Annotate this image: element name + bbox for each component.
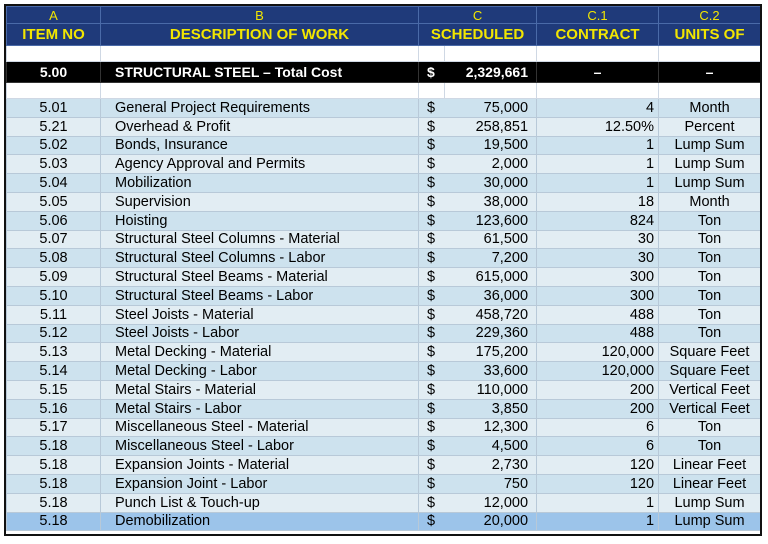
item-unit[interactable]: Square Feet	[659, 362, 761, 381]
table-row	[7, 437, 761, 456]
item-contract-qty[interactable]: 824	[537, 211, 659, 230]
total-row	[7, 62, 761, 83]
item-unit[interactable]: Ton	[659, 211, 761, 230]
item-currency[interactable]: $	[419, 305, 445, 324]
item-currency[interactable]: $	[419, 512, 445, 531]
item-no[interactable]: 5.14	[7, 362, 101, 381]
table-row	[7, 249, 761, 268]
item-scheduled[interactable]: 36,000	[445, 286, 537, 305]
item-description[interactable]: Structural Steel Columns - Labor	[101, 249, 419, 268]
item-currency[interactable]: $	[419, 117, 445, 136]
item-no[interactable]: 5.16	[7, 399, 101, 418]
item-unit[interactable]: Ton	[659, 305, 761, 324]
item-unit[interactable]: Month	[659, 99, 761, 118]
item-no[interactable]: 5.18	[7, 437, 101, 456]
item-no[interactable]: 5.13	[7, 343, 101, 362]
item-currency[interactable]: $	[419, 174, 445, 193]
item-scheduled[interactable]: 615,000	[445, 268, 537, 287]
table-row	[7, 211, 761, 230]
item-currency[interactable]: $	[419, 380, 445, 399]
item-description[interactable]: Steel Joists - Material	[101, 305, 419, 324]
item-description[interactable]: Miscellaneous Steel - Labor	[101, 437, 419, 456]
item-scheduled[interactable]: 110,000	[445, 380, 537, 399]
table-row	[7, 418, 761, 437]
total-amount[interactable]: 2,329,661	[445, 62, 537, 83]
item-contract-qty[interactable]: 1	[537, 155, 659, 174]
item-contract-qty[interactable]: 488	[537, 305, 659, 324]
item-no[interactable]: 5.08	[7, 249, 101, 268]
item-description[interactable]: Punch List & Touch-up	[101, 493, 419, 512]
item-unit[interactable]: Ton	[659, 230, 761, 249]
item-scheduled[interactable]: 33,600	[445, 362, 537, 381]
table-row	[7, 512, 761, 531]
item-scheduled[interactable]: 3,850	[445, 399, 537, 418]
item-description[interactable]: Steel Joists - Labor	[101, 324, 419, 343]
item-no[interactable]: 5.18	[7, 474, 101, 493]
item-no[interactable]: 5.04	[7, 174, 101, 193]
item-description[interactable]: Miscellaneous Steel - Material	[101, 418, 419, 437]
item-currency[interactable]: $	[419, 456, 445, 475]
item-unit[interactable]: Square Feet	[659, 343, 761, 362]
table-row	[7, 399, 761, 418]
item-scheduled[interactable]: 19,500	[445, 136, 537, 155]
header-contract: CONTRACT	[537, 24, 659, 46]
item-contract-qty[interactable]: 4	[537, 99, 659, 118]
item-no[interactable]: 5.18	[7, 493, 101, 512]
item-no[interactable]: 5.17	[7, 418, 101, 437]
item-contract-qty[interactable]: 6	[537, 437, 659, 456]
item-scheduled[interactable]: 229,360	[445, 324, 537, 343]
header-description: DESCRIPTION OF WORK	[101, 24, 419, 46]
total-currency[interactable]: $	[419, 62, 445, 83]
item-no[interactable]: 5.12	[7, 324, 101, 343]
item-description[interactable]: Bonds, Insurance	[101, 136, 419, 155]
item-contract-qty[interactable]: 6	[537, 418, 659, 437]
item-scheduled[interactable]: 2,730	[445, 456, 537, 475]
table-row	[7, 117, 761, 136]
table-row	[7, 286, 761, 305]
item-unit[interactable]: Lump Sum	[659, 174, 761, 193]
table-row	[7, 362, 761, 381]
item-description[interactable]: Mobilization	[101, 174, 419, 193]
item-contract-qty[interactable]: 1	[537, 174, 659, 193]
item-scheduled[interactable]: 458,720	[445, 305, 537, 324]
item-scheduled[interactable]: 7,200	[445, 249, 537, 268]
table-row	[7, 155, 761, 174]
item-no[interactable]: 5.18	[7, 456, 101, 475]
item-description[interactable]: Metal Stairs - Material	[101, 380, 419, 399]
item-unit[interactable]: Lump Sum	[659, 155, 761, 174]
item-description[interactable]: Structural Steel Beams - Labor	[101, 286, 419, 305]
table-row	[7, 456, 761, 475]
table-row	[7, 305, 761, 324]
schedule-of-values-table	[6, 6, 761, 531]
item-contract-qty[interactable]: 1	[537, 493, 659, 512]
item-no[interactable]: 5.11	[7, 305, 101, 324]
item-unit[interactable]: Ton	[659, 437, 761, 456]
spreadsheet	[4, 4, 762, 536]
item-contract-qty[interactable]: 300	[537, 286, 659, 305]
item-currency[interactable]: $	[419, 136, 445, 155]
total-description[interactable]: STRUCTURAL STEEL – Total Cost	[101, 62, 419, 83]
item-currency[interactable]: $	[419, 268, 445, 287]
total-item-no[interactable]: 5.00	[7, 62, 101, 83]
item-unit[interactable]: Ton	[659, 286, 761, 305]
item-currency[interactable]: $	[419, 437, 445, 456]
item-currency[interactable]: $	[419, 493, 445, 512]
item-currency[interactable]: $	[419, 286, 445, 305]
header-units: UNITS OF	[659, 24, 761, 46]
item-description[interactable]: Metal Decking - Labor	[101, 362, 419, 381]
table-row	[7, 174, 761, 193]
item-contract-qty[interactable]: 200	[537, 399, 659, 418]
item-currency[interactable]: $	[419, 192, 445, 211]
item-no[interactable]: 5.06	[7, 211, 101, 230]
item-contract-qty[interactable]: 18	[537, 192, 659, 211]
table-row	[7, 230, 761, 249]
item-scheduled[interactable]: 4,500	[445, 437, 537, 456]
item-currency[interactable]: $	[419, 343, 445, 362]
item-scheduled[interactable]: 12,300	[445, 418, 537, 437]
item-no[interactable]: 5.02	[7, 136, 101, 155]
item-no[interactable]: 5.03	[7, 155, 101, 174]
item-scheduled[interactable]: 12,000	[445, 493, 537, 512]
item-scheduled[interactable]: 750	[445, 474, 537, 493]
item-contract-qty[interactable]: 120,000	[537, 362, 659, 381]
item-unit[interactable]: Ton	[659, 418, 761, 437]
item-unit[interactable]: Ton	[659, 249, 761, 268]
item-scheduled[interactable]: 258,851	[445, 117, 537, 136]
item-contract-qty[interactable]: 30	[537, 230, 659, 249]
item-unit[interactable]: Lump Sum	[659, 512, 761, 531]
item-currency[interactable]: $	[419, 362, 445, 381]
item-currency[interactable]: $	[419, 155, 445, 174]
item-unit[interactable]: Lump Sum	[659, 136, 761, 155]
item-currency[interactable]: $	[419, 474, 445, 493]
item-contract-qty[interactable]: 30	[537, 249, 659, 268]
total-contract[interactable]: –	[537, 62, 659, 83]
item-unit[interactable]: Month	[659, 192, 761, 211]
item-currency[interactable]: $	[419, 399, 445, 418]
item-description[interactable]: Structural Steel Columns - Material	[101, 230, 419, 249]
column-letter-row	[7, 7, 761, 24]
item-no[interactable]: 5.01	[7, 99, 101, 118]
table-row	[7, 343, 761, 362]
table-row	[7, 99, 761, 118]
item-description[interactable]: Metal Decking - Material	[101, 343, 419, 362]
item-unit[interactable]: Ton	[659, 324, 761, 343]
item-description[interactable]: Structural Steel Beams - Material	[101, 268, 419, 287]
item-no[interactable]: 5.10	[7, 286, 101, 305]
item-no[interactable]: 5.07	[7, 230, 101, 249]
item-currency[interactable]: $	[419, 99, 445, 118]
item-description[interactable]: Supervision	[101, 192, 419, 211]
table-row	[7, 192, 761, 211]
table-row	[7, 136, 761, 155]
item-scheduled[interactable]: 75,000	[445, 99, 537, 118]
header-item-no: ITEM NO	[7, 24, 101, 46]
item-unit[interactable]: Lump Sum	[659, 493, 761, 512]
item-description[interactable]: Expansion Joint - Labor	[101, 474, 419, 493]
item-unit[interactable]: Percent	[659, 117, 761, 136]
item-description[interactable]: Agency Approval and Permits	[101, 155, 419, 174]
item-scheduled[interactable]: 30,000	[445, 174, 537, 193]
item-currency[interactable]: $	[419, 230, 445, 249]
column-letter-c[interactable]: C	[419, 7, 537, 24]
table-row	[7, 268, 761, 287]
table-row	[7, 380, 761, 399]
item-contract-qty[interactable]: 1	[537, 512, 659, 531]
item-currency[interactable]: $	[419, 211, 445, 230]
item-description[interactable]: Overhead & Profit	[101, 117, 419, 136]
item-no[interactable]: 5.05	[7, 192, 101, 211]
item-scheduled[interactable]: 175,200	[445, 343, 537, 362]
item-currency[interactable]: $	[419, 324, 445, 343]
column-letter-b[interactable]: B	[101, 7, 419, 24]
item-unit[interactable]: Ton	[659, 268, 761, 287]
item-scheduled[interactable]: 61,500	[445, 230, 537, 249]
table-row	[7, 493, 761, 512]
spacer-row	[7, 83, 761, 99]
header-scheduled: SCHEDULED	[419, 24, 537, 46]
item-no[interactable]: 5.21	[7, 117, 101, 136]
item-currency[interactable]: $	[419, 418, 445, 437]
item-scheduled[interactable]: 2,000	[445, 155, 537, 174]
item-currency[interactable]: $	[419, 249, 445, 268]
item-contract-qty[interactable]: 300	[537, 268, 659, 287]
column-title-row	[7, 24, 761, 46]
spacer-row	[7, 46, 761, 62]
item-contract-qty[interactable]: 120,000	[537, 343, 659, 362]
item-unit[interactable]: Linear Feet	[659, 456, 761, 475]
total-units[interactable]: –	[659, 62, 761, 83]
item-unit[interactable]: Vertical Feet	[659, 399, 761, 418]
table-row	[7, 474, 761, 493]
item-no[interactable]: 5.15	[7, 380, 101, 399]
item-contract-qty[interactable]: 120	[537, 456, 659, 475]
item-contract-qty[interactable]: 200	[537, 380, 659, 399]
table-row	[7, 324, 761, 343]
item-contract-qty[interactable]: 12.50%	[537, 117, 659, 136]
item-no[interactable]: 5.18	[7, 512, 101, 531]
item-scheduled[interactable]: 20,000	[445, 512, 537, 531]
item-description[interactable]: Hoisting	[101, 211, 419, 230]
item-contract-qty[interactable]: 120	[537, 474, 659, 493]
item-contract-qty[interactable]: 1	[537, 136, 659, 155]
item-description[interactable]: Demobilization	[101, 512, 419, 531]
item-scheduled[interactable]: 38,000	[445, 192, 537, 211]
item-unit[interactable]: Linear Feet	[659, 474, 761, 493]
column-letter-c2[interactable]: C.2	[659, 7, 761, 24]
column-letter-c1[interactable]: C.1	[537, 7, 659, 24]
item-contract-qty[interactable]: 488	[537, 324, 659, 343]
item-description[interactable]: Expansion Joints - Material	[101, 456, 419, 475]
item-scheduled[interactable]: 123,600	[445, 211, 537, 230]
item-description[interactable]: Metal Stairs - Labor	[101, 399, 419, 418]
item-no[interactable]: 5.09	[7, 268, 101, 287]
column-letter-a[interactable]: A	[7, 7, 101, 24]
item-unit[interactable]: Vertical Feet	[659, 380, 761, 399]
item-description[interactable]: General Project Requirements	[101, 99, 419, 118]
